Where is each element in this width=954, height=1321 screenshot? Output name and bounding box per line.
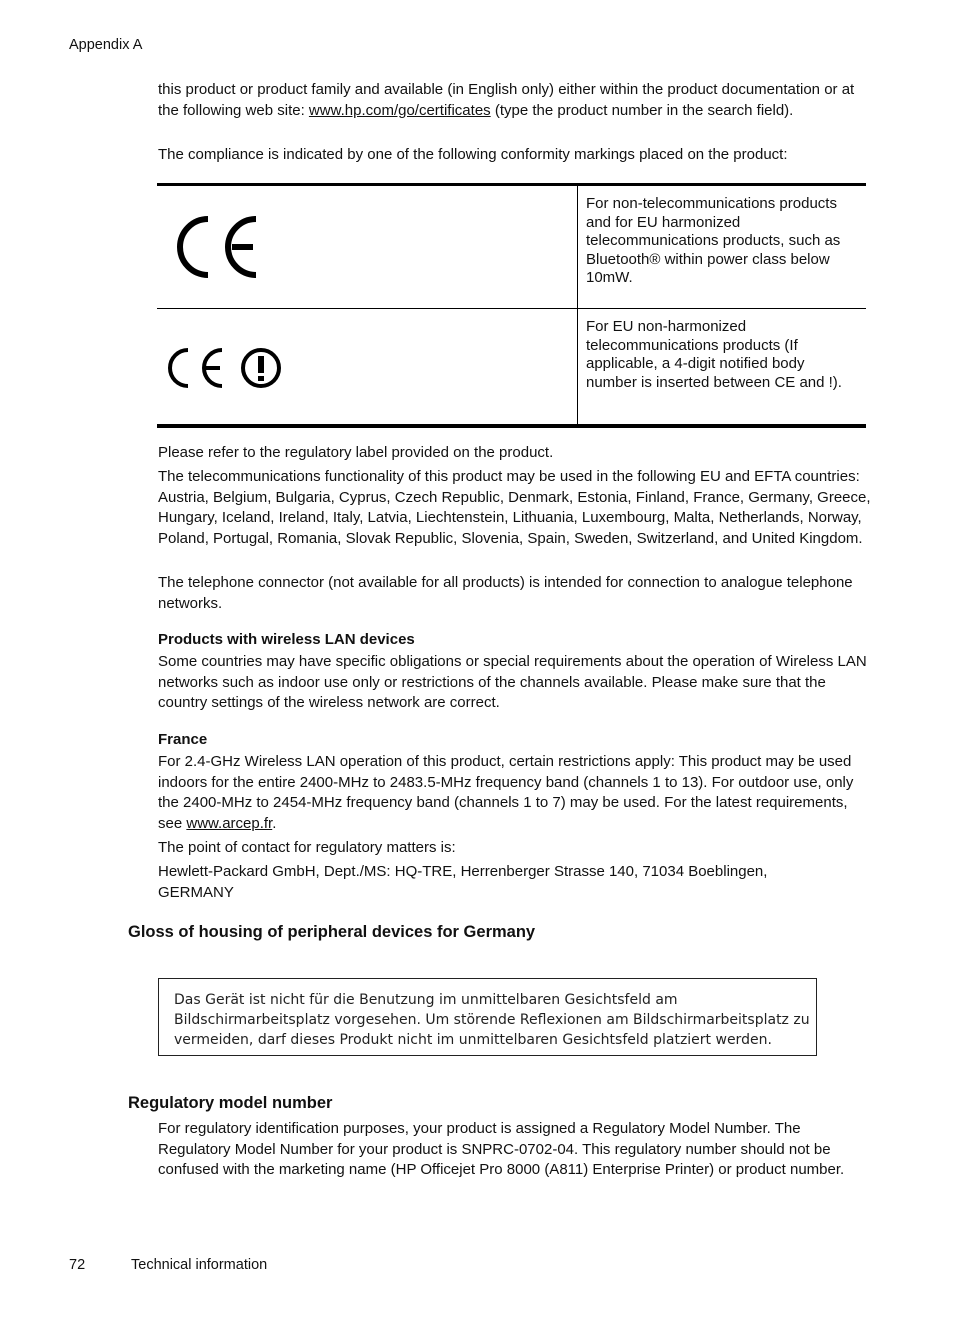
certificates-link[interactable]: www.hp.com/go/certificates	[308, 101, 491, 119]
page-number: 72	[69, 1257, 86, 1273]
countries-paragraph: The telecommunications functionality of this product may be used in the following EU and EFTA countries: Austria, Belgium, Bulgaria, Cyprus, Czech Republic, Denmark, Estonia, Finland, France, Germany, Greece, Hungary, Iceland, Ireland, Italy, Latvia, Liechtenstein, Lithuania, Luxembourg, Malta, Netherlands, Norway, Poland, Portugal, Romania, Slovak Republic, Slovenia, Spain, Sweden, Switzerland, and United Kingdom.	[158, 468, 871, 547]
france-heading: France	[158, 731, 208, 748]
france-text-end: .	[272, 814, 277, 832]
german-notice-box	[158, 978, 817, 1056]
intro-text-after: (type the product number in the search field).	[490, 101, 794, 119]
table-bottom-rule	[157, 424, 866, 428]
exclamation-circle-icon	[240, 347, 282, 389]
conformity-table	[157, 183, 866, 428]
contact-address: Hewlett-Packard GmbH, Dept./MS: HQ-TRE, Herrenberger Strasse 140, 71034 Boeblingen, GERMANY	[158, 863, 768, 901]
regulatory-heading: Regulatory model number	[128, 1094, 333, 1112]
gloss-heading: Gloss of housing of peripheral devices for Germany	[128, 923, 536, 941]
telephone-paragraph: The telephone connector (not available for all products) is intended for connection to analogue telephone networks.	[158, 574, 853, 612]
footer-section-title: Technical information	[131, 1257, 268, 1273]
label-paragraph: Please refer to the regulatory label provided on the product.	[158, 444, 554, 461]
contact-intro: The point of contact for regulatory matters is:	[158, 839, 456, 856]
ce-mark-icon	[166, 347, 226, 389]
arcep-link[interactable]: www.arcep.fr	[186, 814, 273, 832]
france-text: For 2.4-GHz Wireless LAN operation of this product, certain restrictions apply: This product may be used indoors for the entire 2400-MHz to 2483.5-MHz frequency band (channels 1 to 13). For outdoor use, only the 2400-MHz to 2454-MHz frequency band (channels 1 to 7) may be used. For the latest requirements, see	[158, 753, 854, 832]
marking-row1-description: For non-telecommunications products and for EU harmonized telecommunications products, such as Bluetooth® within power class below 10mW.	[586, 195, 841, 286]
marking-row2-description: For EU non-harmonized telecommunications products (If applicable, a 4-digit notified body number is inserted between CE and !).	[586, 318, 842, 391]
ce-mark-icon	[177, 215, 257, 279]
regulatory-paragraph: For regulatory identification purposes, your product is assigned a Regulatory Model Number. The Regulatory Model Number for your product is SNPRC-0702-04. This regulatory number should not be confused with the marketing name (HP Officejet Pro 8000 (A811) Enterprise Printer) or product number.	[158, 1120, 845, 1178]
german-notice-text: Das Gerät ist nicht für die Benutzung im unmittelbaren Gesichtsfeld am Bildschirmarbeitsplatz vorgesehen. Um störende Reflexionen am Bildschirmarbeitsplatz zu vermeiden, darf dieses Produkt nicht im unmittelbaren Gesichtsfeld platziert werden.	[174, 992, 810, 1048]
compliance-paragraph: The compliance is indicated by one of the following conformity markings placed on the product:	[158, 146, 788, 163]
france-paragraph	[158, 752, 868, 834]
table-top-rule	[157, 183, 866, 186]
intro-paragraph	[158, 80, 870, 121]
table-column-divider	[577, 186, 578, 424]
table-row-divider	[157, 308, 866, 309]
wireless-heading: Products with wireless LAN devices	[158, 631, 415, 648]
intro-text-before: this product or product family and available (in English only) either within the product documentation or at the following web site:	[158, 81, 855, 119]
running-header: Appendix A	[69, 37, 143, 53]
wireless-paragraph: Some countries may have specific obligations or special requirements about the operation of Wireless LAN networks such as indoor use only or restrictions of the channels available. Please make sure that the country settings of the wireless network are correct.	[158, 653, 867, 711]
